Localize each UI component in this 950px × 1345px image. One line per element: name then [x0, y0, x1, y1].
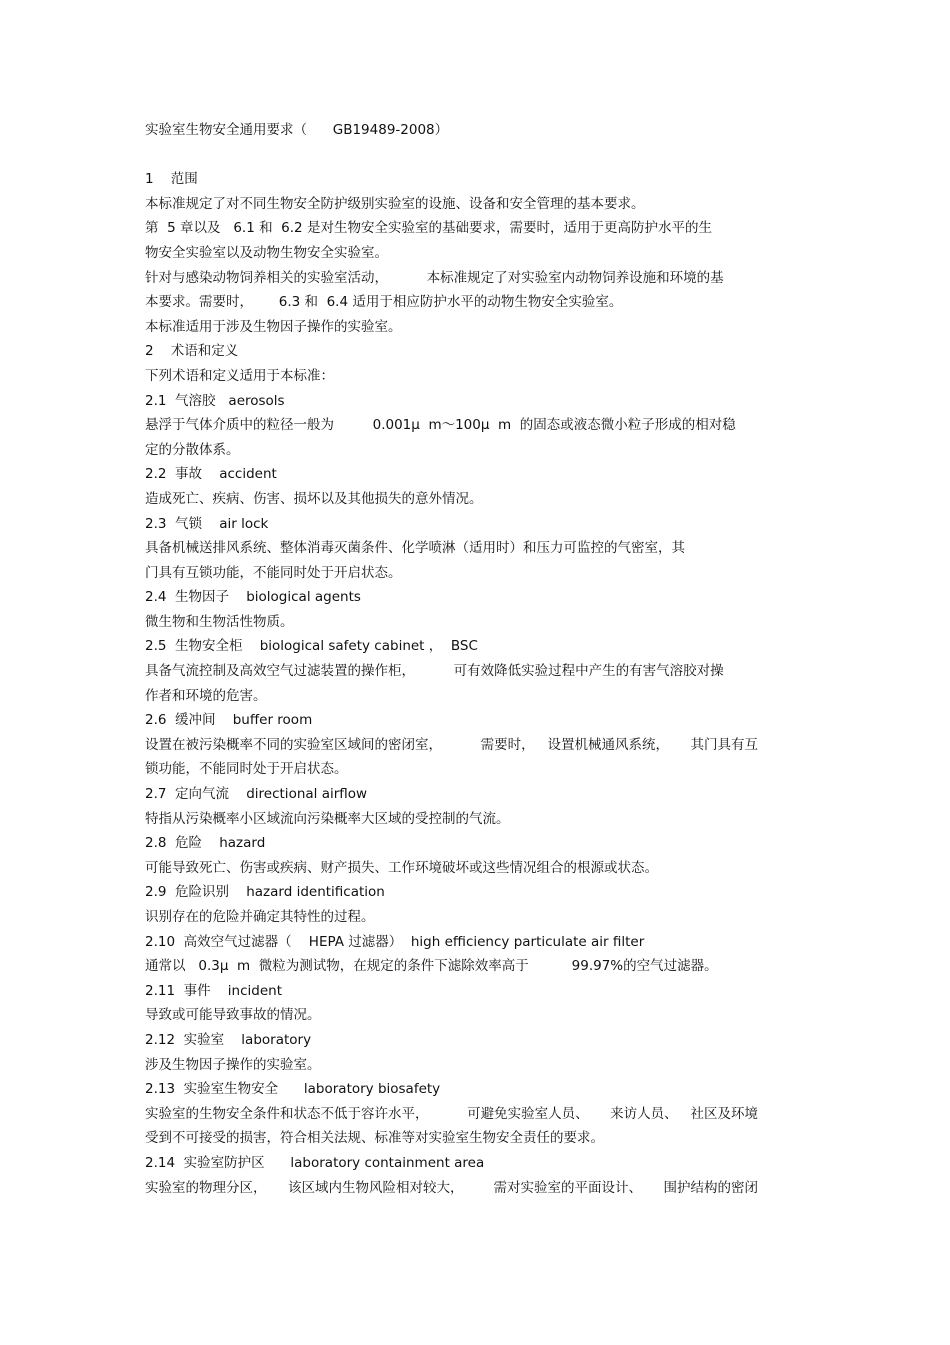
text-line: 2.2 事故 accident	[145, 466, 277, 483]
text-line: 下列术语和定义适用于本标准：	[145, 367, 334, 384]
document-body	[145, 118, 815, 1200]
text-line: 可能导致死亡、伤害或疾病、财产损失、工作环境破坏或这些情况组合的根源或状态。	[145, 859, 658, 876]
document-lines	[145, 167, 815, 1200]
text-line: 2.12 实验室 laboratory	[145, 1031, 312, 1048]
text-line: 具备机械送排风系统、整体消毒灭菌条件、化学喷淋（适用时）和压力可监控的气密室，其	[145, 540, 685, 557]
text-line: 2.3 气锁 air lock	[145, 515, 269, 532]
text-line: 2.6 缓冲间 buffer room	[145, 712, 313, 729]
text-line: 2.9 危险识别 hazard identification	[145, 884, 385, 901]
text-line: 本要求。需要时， 6.3 和 6.4 适用于相应防护水平的动物生物安全实验室。	[145, 294, 623, 311]
text-line: 识别存在的危险并确定其特性的过程。	[145, 909, 375, 925]
text-line: 涉及生物因子操作的实验室。	[145, 1056, 321, 1073]
text-line: 2.4 生物因子 biological agents	[145, 589, 361, 606]
text-line: 悬浮于气体介质中的粒径一般为 0.001μ m～100μ m 的固态或液态微小粒子形成的相对稳	[145, 417, 736, 434]
text-line: 导致或可能导致事故的情况。	[145, 1007, 321, 1024]
text-line: 2.13 实验室生物安全 laboratory biosafety	[145, 1081, 441, 1098]
text-line: 2.8 危险 hazard	[145, 835, 266, 852]
text-line: 2.11 事件 incident	[145, 982, 283, 999]
text-line: 设置在被污染概率不同的实验室区域间的密闭室， 需要时， 设置机械通风系统， 其门具有互	[145, 736, 758, 753]
text-line: 门具有互锁功能，不能同时处于开启状态。	[145, 564, 402, 581]
text-line: 2.1 气溶胶 aerosols	[145, 392, 285, 409]
text-line: 定的分散体系。	[145, 441, 240, 458]
text-line: 受到不可接受的损害，符合相关法规、标准等对实验室生物安全责任的要求。	[145, 1130, 604, 1147]
text-line: 微生物和生物活性物质。	[145, 613, 294, 630]
text-line: 2.7 定向气流 directional airflow	[145, 786, 368, 803]
text-line: 锁功能，不能同时处于开启状态。	[145, 761, 348, 778]
text-line: 作者和环境的危害。	[145, 687, 267, 704]
text-line: 实验室的物理分区， 该区域内生物风险相对较大， 需对实验室的平面设计、 围护结构的密闭	[145, 1179, 758, 1196]
text-line: 1 范围	[145, 171, 198, 188]
text-line: 针对与感染动物饲养相关的实验室活动， 本标准规定了对实验室内动物饲养设施和环境的基	[145, 269, 724, 286]
text-line: 物安全实验室以及动物生物安全实验室。	[145, 244, 388, 261]
text-line: 具备气流控制及高效空气过滤装置的操作柜， 可有效降低实验过程中产生的有害气溶胶对操	[145, 663, 724, 680]
text-line: 本标准适用于涉及生物因子操作的实验室。	[145, 318, 402, 335]
text-line: 造成死亡、疾病、伤害、损坏以及其他损失的意外情况。	[145, 490, 483, 507]
text-line: 特指从污染概率小区域流向污染概率大区域的受控制的气流。	[145, 810, 510, 827]
text-line: 2.5 生物安全柜 biological safety cabinet ， BSC	[145, 638, 478, 655]
document-title: 实验室生物安全通用要求（ GB19489-2008）	[145, 122, 449, 138]
text-line: 2 术语和定义	[145, 343, 239, 360]
text-line: 通常以 0.3μ m 微粒为测试物，在规定的条件下滤除效率高于 99.97%的空气过滤器。	[145, 958, 718, 975]
text-line: 2.14 实验室防护区 laboratory containment area	[145, 1154, 485, 1171]
text-line: 第 5 章以及 6.1 和 6.2 是对生物安全实验室的基础要求，需要时，适用于更高防护水平的生	[145, 220, 712, 237]
text-line: 本标准规定了对不同生物安全防护级别实验室的设施、设备和安全管理的基本要求。	[145, 195, 645, 212]
text-line: 2.10 高效空气过滤器（ HEPA 过滤器） high efficiency particulate air filter	[145, 933, 645, 950]
text-line: 实验室的生物安全条件和状态不低于容许水平， 可避免实验室人员、 来访人员、 社区及环境	[145, 1105, 758, 1122]
